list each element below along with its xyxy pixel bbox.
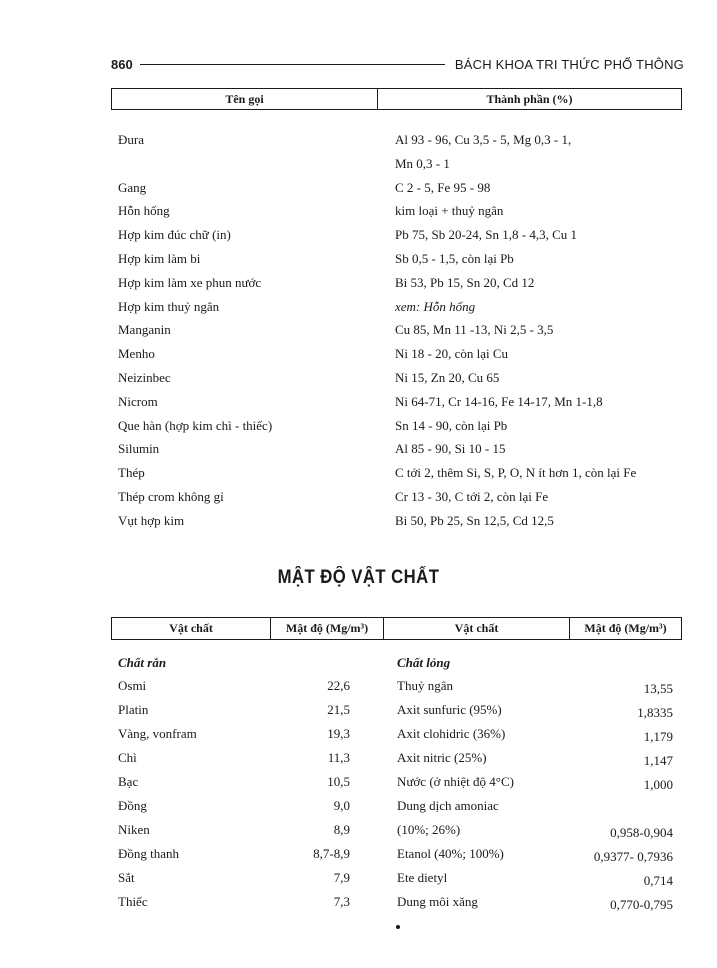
table-row bbox=[397, 818, 673, 842]
alloy-composition: Al 85 - 90, Si 10 - 15 bbox=[395, 441, 506, 457]
density-value: 8,7-8,9 bbox=[313, 846, 350, 861]
table-row bbox=[397, 746, 673, 770]
density-col-substance: Vật chất bbox=[112, 618, 271, 639]
substance-name: Dung môi xăng bbox=[397, 894, 478, 909]
alloy-name: Hợp kim thuỷ ngân bbox=[118, 298, 220, 314]
density-value: 10,5 bbox=[327, 774, 350, 789]
alloy-composition: kim loại + thuỷ ngân bbox=[395, 203, 504, 219]
table-row bbox=[118, 866, 350, 890]
table-row bbox=[118, 366, 688, 390]
alloy-composition: Cu 85, Mn 11 -13, Ni 2,5 - 3,5 bbox=[395, 322, 554, 338]
table-row bbox=[118, 842, 350, 866]
substance-name: (10%; 26%) bbox=[397, 822, 461, 837]
density-value: 13,55 bbox=[643, 681, 673, 696]
alloy-name: Hợp kim làm xe phun nước bbox=[118, 274, 262, 290]
table-row bbox=[118, 271, 688, 295]
alloy-composition: C tới 2, thêm Si, S, P, O, N ít hơn 1, còn lại Fe bbox=[395, 465, 637, 481]
alloy-composition: Bi 50, Pb 25, Sn 12,5, Cd 12,5 bbox=[395, 512, 554, 528]
alloy-name: Nicrom bbox=[118, 393, 158, 409]
alloy-name: Hợp kim làm bi bbox=[118, 250, 201, 266]
substance-name: Đồng bbox=[118, 798, 147, 813]
substance-name: Axit clohidric (36%) bbox=[397, 726, 506, 741]
density-value: 11,3 bbox=[327, 750, 350, 765]
alloy-col-name: Tên gọi bbox=[112, 89, 378, 109]
substance-name: Vàng, vonfram bbox=[118, 726, 197, 741]
substance-name: Đồng thanh bbox=[118, 846, 180, 861]
table-row bbox=[118, 152, 688, 176]
table-row bbox=[118, 128, 688, 152]
page-bullet bbox=[396, 925, 400, 929]
substance-name: Etanol (40%; 100%) bbox=[397, 846, 504, 861]
alloy-name bbox=[118, 152, 395, 176]
alloy-composition: Pb 75, Sb 20-24, Sn 1,8 - 4,3, Cu 1 bbox=[395, 227, 578, 243]
table-row bbox=[118, 342, 688, 366]
table-row bbox=[118, 461, 688, 485]
substance-name: Bạc bbox=[118, 774, 139, 789]
density-col-density: Mật độ (Mg/m³) bbox=[271, 618, 384, 639]
alloy-composition: Cr 13 - 30, C tới 2, còn lại Fe bbox=[395, 488, 549, 504]
alloy-composition: Sb 0,5 - 1,5, còn lại Pb bbox=[395, 250, 514, 266]
liquids-column bbox=[397, 652, 673, 914]
density-value: 0,958-0,904 bbox=[610, 825, 673, 840]
alloy-composition: Ni 15, Zn 20, Cu 65 bbox=[395, 369, 500, 385]
table-row bbox=[118, 247, 688, 271]
table-row bbox=[397, 722, 673, 746]
substance-name: Axit sunfuric (95%) bbox=[397, 702, 502, 717]
alloy-name: Silumin bbox=[118, 441, 160, 457]
table-row bbox=[397, 674, 673, 698]
alloy-name: Thép bbox=[118, 465, 145, 481]
table-row bbox=[118, 390, 688, 414]
density-value: 7,3 bbox=[333, 894, 350, 909]
alloy-composition: Mn 0,3 - 1 bbox=[395, 155, 450, 171]
substance-name: Thiếc bbox=[118, 894, 148, 909]
density-value: 1,8335 bbox=[637, 705, 673, 720]
substance-name: Osmi bbox=[118, 678, 147, 693]
liquids-title: Chất lỏng bbox=[397, 655, 451, 670]
table-row bbox=[397, 890, 673, 914]
table-row bbox=[118, 509, 688, 533]
alloy-composition: Ni 64-71, Cr 14-16, Fe 14-17, Mn 1-1,8 bbox=[395, 393, 603, 409]
alloy-composition: Sn 14 - 90, còn lại Pb bbox=[395, 417, 508, 433]
density-value: 9,0 bbox=[333, 798, 350, 813]
table-row bbox=[397, 698, 673, 722]
density-value: 0,714 bbox=[643, 873, 673, 888]
table-row bbox=[118, 746, 350, 770]
density-col-substance-2: Vật chất bbox=[384, 618, 570, 639]
alloy-name: Đura bbox=[118, 132, 144, 147]
density-value: 0,770-0,795 bbox=[610, 897, 673, 912]
alloy-composition: Ni 18 - 20, còn lại Cu bbox=[395, 346, 509, 362]
alloy-composition: Al 93 - 96, Cu 3,5 - 5, Mg 0,3 - 1, bbox=[395, 132, 572, 147]
table-row bbox=[118, 199, 688, 223]
table-row bbox=[118, 698, 350, 722]
alloy-name: Gang bbox=[118, 179, 147, 195]
alloy-name: Menho bbox=[118, 346, 155, 362]
table-row bbox=[397, 794, 673, 818]
table-row bbox=[118, 295, 688, 319]
density-value: 0,9377- 0,7936 bbox=[593, 849, 673, 864]
table-row bbox=[397, 866, 673, 890]
running-title: BÁCH KHOA TRI THỨC PHỔ THÔNG bbox=[454, 57, 684, 72]
alloy-composition: xem: Hỗn hống bbox=[395, 298, 476, 314]
alloy-name: Que hàn (hợp kim chì - thiếc) bbox=[118, 417, 273, 433]
density-col-density-2: Mật độ (Mg/m³) bbox=[584, 621, 667, 635]
table-row bbox=[118, 770, 350, 794]
substance-name: Dung dịch amoniac bbox=[397, 798, 499, 813]
substance-name: Chì bbox=[118, 750, 137, 765]
substance-name: Sắt bbox=[118, 870, 135, 885]
table-row bbox=[118, 176, 688, 200]
density-value: 22,6 bbox=[327, 678, 350, 693]
section-title: MẬT ĐỘ VẬT CHẤT bbox=[277, 567, 440, 588]
table-row bbox=[397, 770, 673, 794]
alloy-name: Neizinbec bbox=[118, 369, 171, 385]
alloy-composition: C 2 - 5, Fe 95 - 98 bbox=[395, 179, 491, 195]
alloy-name: Vụt hợp kim bbox=[118, 512, 185, 528]
density-value: 1,179 bbox=[643, 729, 673, 744]
substance-name: Ete dietyl bbox=[397, 870, 448, 885]
alloy-name: Manganin bbox=[118, 322, 171, 338]
table-row bbox=[118, 818, 350, 842]
table-row bbox=[118, 437, 688, 461]
substance-name: Niken bbox=[118, 822, 150, 837]
substance-name: Thuỷ ngân bbox=[397, 678, 453, 693]
table-row bbox=[118, 485, 688, 509]
table-row bbox=[118, 414, 688, 438]
table-row bbox=[118, 794, 350, 818]
solids-title: Chất rắn bbox=[118, 655, 167, 670]
alloy-table-body bbox=[118, 128, 688, 533]
alloy-name: Hợp kim đúc chữ (in) bbox=[118, 227, 231, 243]
density-value: 1,147 bbox=[643, 753, 673, 768]
substance-name: Platin bbox=[118, 702, 149, 717]
table-row bbox=[118, 223, 688, 247]
density-value: 1,000 bbox=[643, 777, 673, 792]
alloy-name: Thép crom không gỉ bbox=[118, 488, 224, 504]
alloy-name: Hỗn hống bbox=[118, 203, 170, 219]
density-value: 21,5 bbox=[327, 702, 350, 717]
alloy-composition: Bi 53, Pb 15, Sn 20, Cd 12 bbox=[395, 274, 535, 290]
density-table-header bbox=[111, 617, 682, 640]
table-row bbox=[118, 722, 350, 746]
substance-name: Nước (ở nhiệt độ 4°C) bbox=[397, 774, 514, 789]
table-row bbox=[397, 842, 673, 866]
alloy-col-composition: Thành phần (%) bbox=[486, 91, 573, 106]
solids-column bbox=[118, 652, 350, 914]
density-value: 19,3 bbox=[327, 726, 350, 741]
density-value: 8,9 bbox=[333, 822, 350, 837]
table-row bbox=[118, 674, 350, 698]
table-row bbox=[118, 890, 350, 914]
density-value: 7,9 bbox=[333, 870, 350, 885]
table-row bbox=[118, 318, 688, 342]
header-rule bbox=[140, 64, 445, 65]
page-number: 860 bbox=[111, 57, 133, 72]
substance-name: Axit nitric (25%) bbox=[397, 750, 487, 765]
alloy-table-header bbox=[111, 88, 682, 110]
